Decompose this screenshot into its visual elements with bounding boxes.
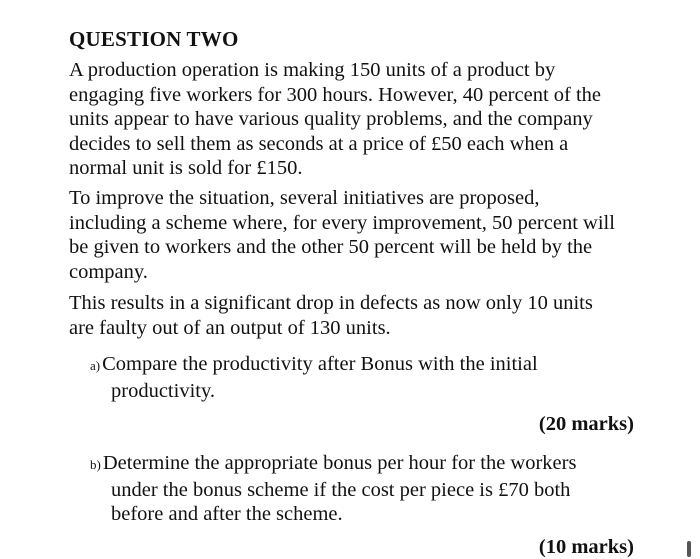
text-line: including a scheme where, for every improvement, 50 percent will [69, 211, 615, 234]
text-line: decides to sell them as seconds at a price of £50 each when a [69, 132, 569, 155]
text-line: company. [69, 260, 148, 283]
text-line: This results in a significant drop in defects as now only 10 units [69, 292, 593, 314]
text-line: under the bonus scheme if the cost per piece is £70 both [111, 478, 571, 501]
question-text: Determine the appropriate bonus per hour for the workers [102, 452, 577, 474]
text-line: productivity. [111, 379, 216, 402]
question-text: Compare the productivity after Bonus with the initial [102, 353, 538, 375]
marks-a: (20 marks) [538, 413, 634, 435]
marks-b: (10 marks) [538, 536, 634, 558]
text-line: To improve the situation, several initiatives are proposed, [69, 187, 540, 209]
text-line: are faulty out of an output of 130 units. [69, 316, 391, 339]
text-line: units appear to have various quality problems, and the company [69, 108, 593, 130]
question-a [90, 352, 538, 403]
paragraph-scenario [69, 58, 601, 181]
question-b [90, 451, 576, 527]
scrollbar-thumb[interactable] [687, 541, 691, 557]
paragraph-initiatives [69, 186, 615, 284]
paragraph-results [69, 291, 593, 340]
text-line: A production operation is making 150 units of a product by [69, 59, 556, 81]
question-label: a) [90, 358, 101, 373]
text-line: be given to workers and the other 50 percent will be held by the [69, 236, 593, 258]
text-line: normal unit is sold for £150. [69, 157, 303, 179]
text-line [90, 352, 538, 379]
text-line [90, 451, 576, 478]
text-line: engaging five workers for 300 hours. However, 40 percent of the [69, 83, 602, 106]
question-heading: QUESTION TWO [69, 27, 239, 51]
text-line: before and after the scheme. [111, 503, 343, 525]
question-label: b) [90, 457, 101, 472]
